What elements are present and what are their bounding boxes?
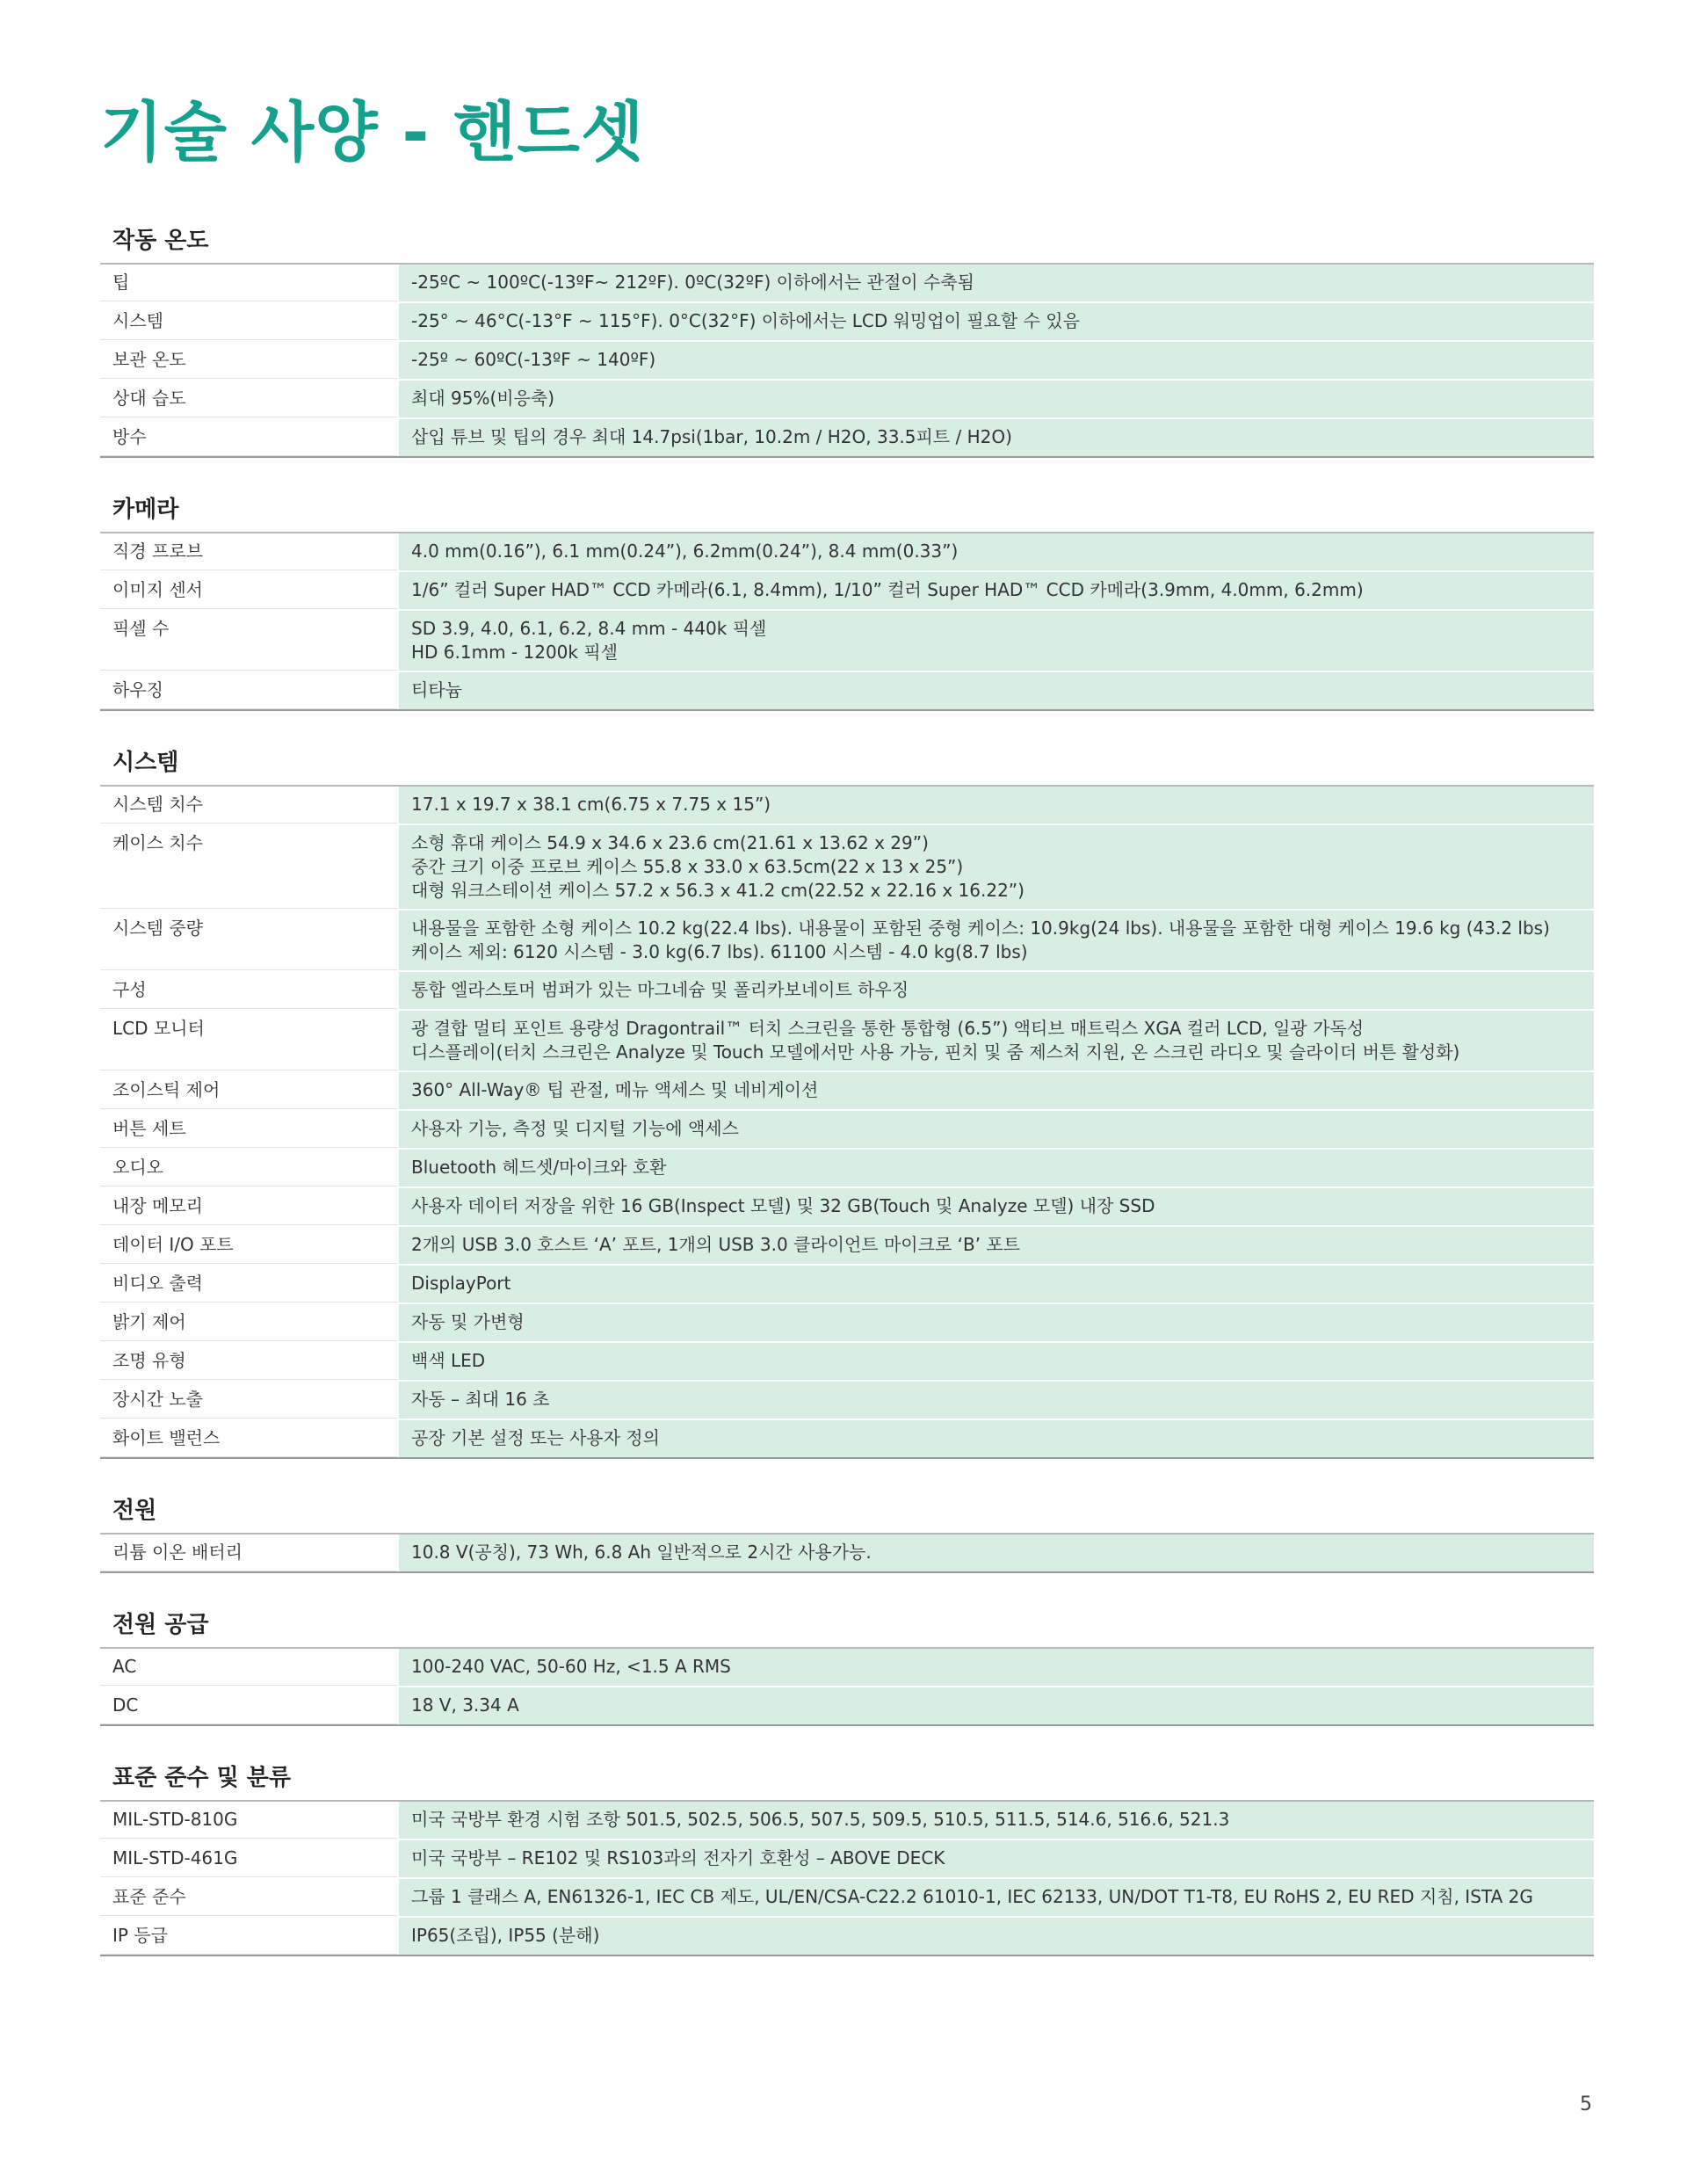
- spec-row: [100, 265, 1594, 301]
- spec-row: [100, 1225, 1594, 1264]
- spec-value: [397, 533, 1594, 570]
- spec-row: [100, 340, 1594, 379]
- spec-value: [397, 825, 1594, 909]
- spec-label: 화이트 밸런스: [100, 1420, 397, 1457]
- spec-value: [397, 1802, 1594, 1839]
- spec-value: [397, 672, 1594, 709]
- spec-section: [100, 224, 1594, 458]
- section-heading: 시스템: [112, 750, 179, 776]
- spec-row: [100, 1686, 1594, 1724]
- spec-value: [397, 1304, 1594, 1341]
- spec-label: LCD 모니터: [100, 1011, 397, 1070]
- spec-value-line: 10.8 V(공칭), 73 Wh, 6.8 Ah 일반적으로 2시간 사용가능.: [411, 1542, 872, 1563]
- spec-label: 표준 준수: [100, 1879, 397, 1916]
- spec-label: 시스템 치수: [100, 787, 397, 824]
- spec-row: [100, 909, 1594, 970]
- spec-value-line: -25º ~ 60ºC(-13ºF ~ 140ºF): [411, 349, 656, 370]
- spec-label: 팁: [100, 265, 397, 301]
- spec-row: [100, 1877, 1594, 1916]
- spec-row: [100, 824, 1594, 909]
- spec-row: [100, 417, 1594, 456]
- spec-value-line: SD 3.9, 4.0, 6.1, 6.2, 8.4 mm - 440k 픽셀: [411, 618, 767, 639]
- spec-label: MIL-STD-810G: [100, 1802, 397, 1839]
- spec-section: [100, 1494, 1594, 1573]
- page-title: 기술 사양 - 핸드셋: [100, 95, 645, 171]
- spec-label: IP 등급: [100, 1918, 397, 1955]
- spec-table: [100, 1533, 1594, 1573]
- spec-label: 시스템 중량: [100, 911, 397, 970]
- spec-value-line: 대형 워크스테이션 케이스 57.2 x 56.3 x 41.2 cm(22.52 x 22.16 x 16.22”): [411, 880, 1025, 901]
- spec-value-line: -25ºC ~ 100ºC(-13ºF~ 212ºF). 0ºC(32ºF) 이하에서는 관절이 수축됨: [411, 272, 974, 293]
- spec-table: [100, 263, 1594, 458]
- spec-row: [100, 1535, 1594, 1571]
- spec-row: [100, 1916, 1594, 1955]
- section-heading: 표준 준수 및 분류: [112, 1765, 291, 1791]
- spec-row: [100, 1109, 1594, 1148]
- spec-value-line: -25° ~ 46°C(-13°F ~ 115°F). 0°C(32°F) 이하에서는 LCD 워밍업이 필요할 수 있음: [411, 310, 1080, 331]
- spec-value-line: IP65(조립), IP55 (분해): [411, 1925, 600, 1946]
- spec-value-line: 사용자 기능, 측정 및 디지털 기능에 액세스: [411, 1118, 739, 1139]
- spec-value: [397, 1227, 1594, 1264]
- spec-value: [397, 1266, 1594, 1302]
- spec-value-line: 2개의 USB 3.0 호스트 ‘A’ 포트, 1개의 USB 3.0 클라이언트 마이크로 ‘B’ 포트: [411, 1234, 1021, 1255]
- spec-row: [100, 1802, 1594, 1839]
- spec-value-line: 케이스 제외: 6120 시스템 - 3.0 kg(6.7 lbs). 61100 시스템 - 4.0 kg(8.7 lbs): [411, 941, 1028, 962]
- spec-value: [397, 1072, 1594, 1109]
- spec-value: [397, 572, 1594, 609]
- spec-section: [100, 1761, 1594, 1956]
- spec-value-line: 중간 크기 이중 프로브 케이스 55.8 x 33.0 x 63.5cm(22 x 13 x 25”): [411, 856, 964, 877]
- spec-value: [397, 303, 1594, 340]
- spec-value: [397, 381, 1594, 417]
- spec-value: [397, 1879, 1594, 1916]
- spec-label: 조이스틱 제어: [100, 1072, 397, 1109]
- spec-label: 데이터 I/O 포트: [100, 1227, 397, 1264]
- spec-row: [100, 301, 1594, 340]
- spec-value: [397, 1382, 1594, 1419]
- section-heading: 전원: [112, 1498, 157, 1524]
- section-heading: 전원 공급: [112, 1612, 209, 1638]
- spec-label: AC: [100, 1649, 397, 1686]
- spec-value: [397, 419, 1594, 456]
- spec-value-line: 18 V, 3.34 A: [411, 1694, 519, 1716]
- spec-table: [100, 1647, 1594, 1726]
- spec-label: 보관 온도: [100, 342, 397, 379]
- spec-row: [100, 787, 1594, 824]
- spec-label: 구성: [100, 972, 397, 1009]
- spec-value: [397, 1918, 1594, 1955]
- spec-value: [397, 611, 1594, 671]
- spec-value: [397, 1111, 1594, 1148]
- spec-label: 시스템: [100, 303, 397, 340]
- spec-table: [100, 1800, 1594, 1956]
- spec-value-line: 디스플레이(터치 스크린은 Analyze 및 Touch 모델에서만 사용 가능, 핀치 및 줌 제스처 지원, 온 스크린 라디오 및 슬라이더 버튼 활성화): [411, 1041, 1460, 1063]
- spec-value-line: HD 6.1mm - 1200k 픽셀: [411, 642, 618, 663]
- spec-value: [397, 911, 1594, 970]
- spec-value: [397, 787, 1594, 824]
- section-heading: 작동 온도: [112, 228, 209, 254]
- spec-row: [100, 1186, 1594, 1225]
- spec-row: [100, 533, 1594, 570]
- spec-row: [100, 379, 1594, 417]
- spec-value: [397, 1150, 1594, 1186]
- spec-value: [397, 1687, 1594, 1724]
- spec-sections: [100, 224, 1594, 1992]
- spec-label: 내장 메모리: [100, 1188, 397, 1225]
- spec-section: [100, 746, 1594, 1459]
- spec-row: [100, 1148, 1594, 1186]
- spec-label: 픽셀 수: [100, 611, 397, 671]
- spec-value-line: 통합 엘라스토머 범퍼가 있는 마그네슘 및 폴리카보네이트 하우징: [411, 979, 909, 1000]
- spec-value-line: 4.0 mm(0.16”), 6.1 mm(0.24”), 6.2mm(0.24”), 8.4 mm(0.33”): [411, 541, 959, 562]
- spec-value: [397, 972, 1594, 1009]
- spec-value-line: 17.1 x 19.7 x 38.1 cm(6.75 x 7.75 x 15”): [411, 794, 771, 815]
- spec-row: [100, 1419, 1594, 1457]
- spec-value-line: 최대 95%(비응축): [411, 388, 555, 409]
- spec-label: 케이스 치수: [100, 825, 397, 909]
- spec-row: [100, 570, 1594, 609]
- spec-value-line: 티타늄: [411, 679, 462, 700]
- spec-value: [397, 1649, 1594, 1686]
- spec-value: [397, 1840, 1594, 1877]
- spec-value-line: DisplayPort: [411, 1273, 511, 1294]
- spec-label: 오디오: [100, 1150, 397, 1186]
- spec-value-line: 자동 – 최대 16 초: [411, 1389, 550, 1410]
- spec-section: [100, 493, 1594, 711]
- spec-row: [100, 1839, 1594, 1877]
- spec-row: [100, 671, 1594, 709]
- spec-row: [100, 970, 1594, 1009]
- spec-value-line: 1/6” 컬러 Super HAD™ CCD 카메라(6.1, 8.4mm), 1/10” 컬러 Super HAD™ CCD 카메라(3.9mm, 4.0mm, 6.2mm): [411, 579, 1364, 600]
- spec-value: [397, 1535, 1594, 1571]
- spec-value-line: 내용물을 포함한 소형 케이스 10.2 kg(22.4 lbs). 내용물이 포함된 중형 케이스: 10.9kg(24 lbs). 내용물을 포함한 대형 케이스 19.6 kg (43.2 lbs): [411, 918, 1550, 939]
- spec-value-line: 공장 기본 설정 또는 사용자 정의: [411, 1427, 660, 1448]
- spec-label: MIL-STD-461G: [100, 1840, 397, 1877]
- spec-row: [100, 1009, 1594, 1070]
- spec-label: 장시간 노출: [100, 1382, 397, 1419]
- spec-label: 밝기 제어: [100, 1304, 397, 1341]
- spec-label: 이미지 센서: [100, 572, 397, 609]
- spec-row: [100, 1070, 1594, 1109]
- spec-value-line: 사용자 데이터 저장을 위한 16 GB(Inspect 모델) 및 32 GB(Touch 및 Analyze 모델) 내장 SSD: [411, 1195, 1155, 1216]
- spec-row: [100, 1302, 1594, 1341]
- spec-value-line: 자동 및 가변형: [411, 1311, 525, 1332]
- spec-section: [100, 1608, 1594, 1726]
- spec-row: [100, 609, 1594, 671]
- spec-value-line: Bluetooth 헤드셋/마이크와 호환: [411, 1157, 667, 1178]
- spec-label: 조명 유형: [100, 1343, 397, 1380]
- spec-value-line: 삽입 튜브 및 팁의 경우 최대 14.7psi(1bar, 10.2m / H2O, 33.5피트 / H2O): [411, 426, 1012, 447]
- spec-label: 방수: [100, 419, 397, 456]
- spec-label: 비디오 출력: [100, 1266, 397, 1302]
- spec-value-line: 미국 국방부 – RE102 및 RS103과의 전자기 호환성 – ABOVE DECK: [411, 1847, 945, 1868]
- spec-value: [397, 1420, 1594, 1457]
- spec-value: [397, 1343, 1594, 1380]
- spec-table: [100, 785, 1594, 1459]
- spec-label: 상대 습도: [100, 381, 397, 417]
- section-heading: 카메라: [112, 497, 179, 523]
- spec-value-line: 광 결합 멀티 포인트 용량성 Dragontrail™ 터치 스크린을 통한 통합형 (6.5”) 액티브 매트릭스 XGA 컬러 LCD, 일광 가독성: [411, 1018, 1365, 1039]
- spec-value-line: 소형 휴대 케이스 54.9 x 34.6 x 23.6 cm(21.61 x 13.62 x 29”): [411, 832, 929, 853]
- spec-value: [397, 1188, 1594, 1225]
- spec-label: 리튬 이온 배터리: [100, 1535, 397, 1571]
- spec-row: [100, 1649, 1594, 1686]
- spec-value: [397, 265, 1594, 301]
- spec-table: [100, 532, 1594, 711]
- spec-label: 하우징: [100, 672, 397, 709]
- spec-row: [100, 1380, 1594, 1419]
- spec-value: [397, 1011, 1594, 1070]
- spec-value: [397, 342, 1594, 379]
- spec-label: 버튼 세트: [100, 1111, 397, 1148]
- spec-value-line: 100-240 VAC, 50-60 Hz, <1.5 A RMS: [411, 1656, 731, 1677]
- spec-value-line: 미국 국방부 환경 시험 조항 501.5, 502.5, 506.5, 507.5, 509.5, 510.5, 511.5, 514.6, 516.6, 521.3: [411, 1809, 1230, 1830]
- spec-row: [100, 1264, 1594, 1302]
- spec-label: DC: [100, 1687, 397, 1724]
- spec-label: 직경 프로브: [100, 533, 397, 570]
- spec-value-line: 그룹 1 클래스 A, EN61326-1, IEC CB 제도, UL/EN/CSA-C22.2 61010-1, IEC 62133, UN/DOT T1-T8, EU RoHS 2, EU RED 지침, ISTA 2G: [411, 1886, 1533, 1907]
- spec-row: [100, 1341, 1594, 1380]
- spec-value-line: 360° All-Way® 팁 관절, 메뉴 액세스 및 네비게이션: [411, 1079, 819, 1100]
- page-number: 5: [1580, 2093, 1592, 2115]
- spec-value-line: 백색 LED: [411, 1350, 486, 1371]
